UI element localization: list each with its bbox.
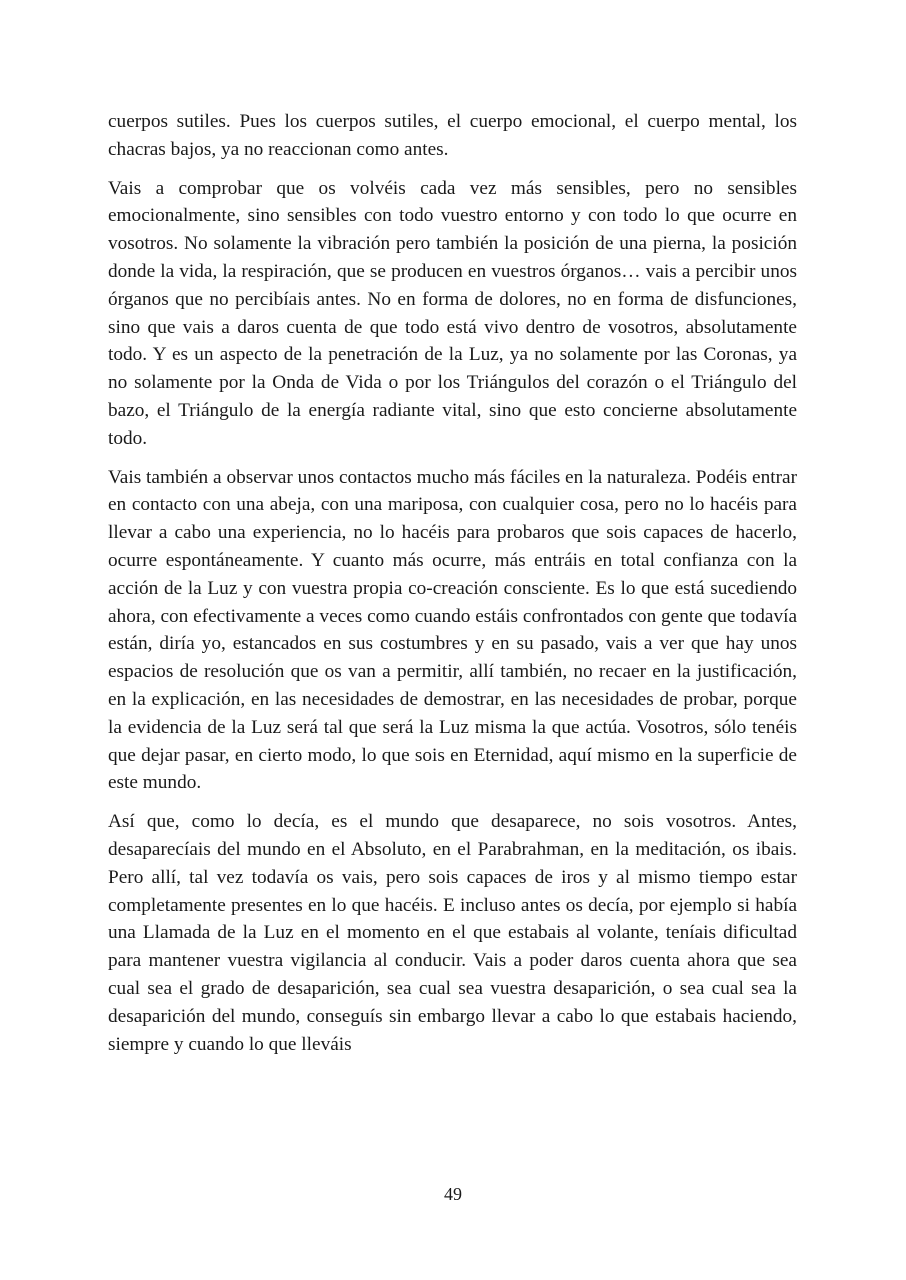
- paragraph-2: Vais a comprobar que os volvéis cada vez más sensibles, pero no sensibles emocionalmente, sino sensibles con todo vuestro entorno y con todo lo que ocurre en vosotros. No solamente la vibración pero también la posición de una pierna, la posición donde la vida, la respiración, que se producen en vuestros órganos… vais a percibir unos órganos que no percibíais antes. No en forma de dolores, no en forma de disfunciones, sino que vais a daros cuenta de que todo está vivo dentro de vosotros, absolutamente todo. Y es un aspecto de la penetración de la Luz, ya no solamente por las Coronas, ya no solamente por la Onda de Vida o por los Triángulos del corazón o el Triángulo del bazo, el Triángulo de la energía radiante vital, sino que esto concierne absolutamente todo.: [108, 177, 797, 449]
- page-number: 49: [444, 1184, 462, 1204]
- body-text: [108, 108, 797, 1069]
- paragraph-3: Vais también a observar unos contactos mucho más fáciles en la naturaleza. Podéis entrar en contacto con una abeja, con una mariposa, con cualquier cosa, pero no lo hacéis para llevar a cabo una experiencia, no lo hacéis para probaros que sois capaces de hacerlo, ocurre espontáneamente. Y cuanto más ocurre, más entráis en total confianza con la acción de la Luz y con vuestra propia co-creación consciente. Es lo que está sucediendo ahora, con efectivamente a veces como cuando estáis confrontados con gente que todavía están, diría yo, estancados en sus costumbres y en su pasado, vais a ver que hay unos espacios de resolución que os van a permitir, allí también, no recaer en la justificación, en la explicación, en las necesidades de demostrar, en las necesidades de probar, porque la evidencia de la Luz será tal que será la Luz misma la que actúa. Vosotros, sólo tenéis que dejar pasar, en cierto modo, lo que sois en Eternidad, aquí mismo en la superficie de este mundo.: [108, 466, 798, 794]
- paragraph-4: Así que, como lo decía, es el mundo que desaparece, no sois vosotros. Antes, desaparecíais del mundo en el Absoluto, en el Parabrahman, en la meditación, os ibais. Pero allí, tal vez todavía os vais, pero sois capaces de iros y al mismo tiempo estar completamente presentes en lo que hacéis. E incluso antes os decía, por ejemplo si había una Llamada de la Luz en el momento en el que estabais al volante, teníais dificultad para mantener vuestra vigilancia al conducir. Vais a poder daros cuenta ahora que sea cual sea el grado de desaparición, sea cual sea vuestra desaparición, o sea cual sea la desaparición del mundo, conseguís sin embargo llevar a cabo lo que estabais haciendo, siempre y cuando lo que lleváis: [108, 811, 797, 1055]
- paragraph-1: cuerpos sutiles. Pues los cuerpos sutiles, el cuerpo emocional, el cuerpo mental, los chacras bajos, ya no reaccionan como antes.: [108, 111, 797, 160]
